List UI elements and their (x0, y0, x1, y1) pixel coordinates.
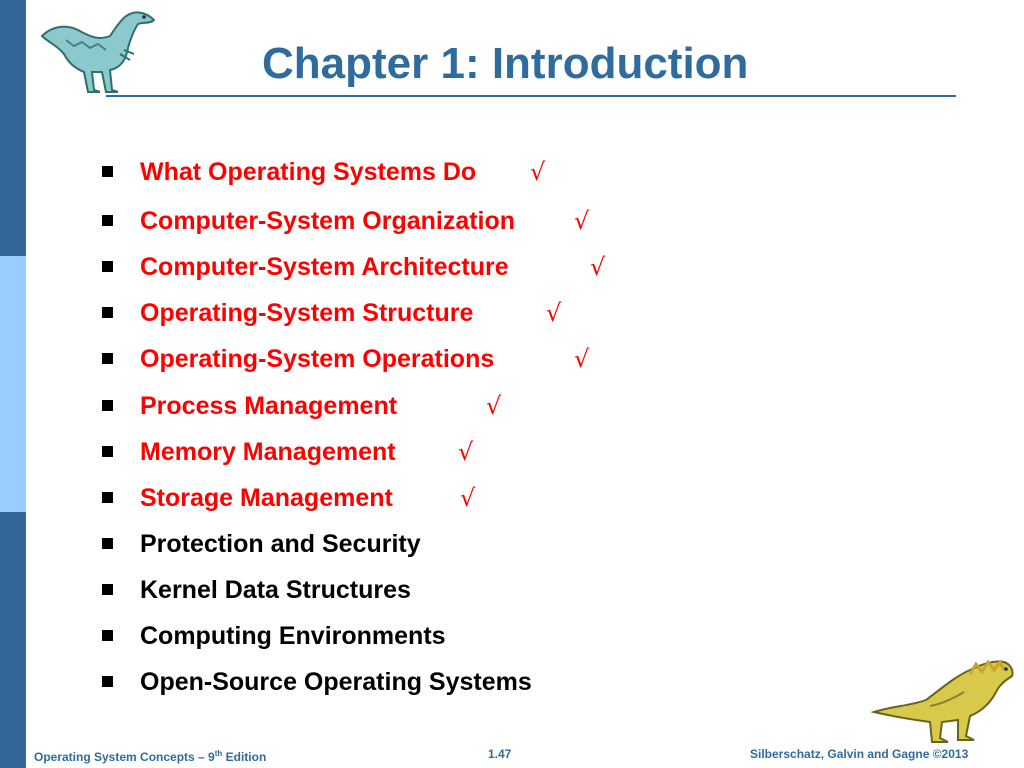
bullet-square-icon (102, 676, 113, 687)
checkmark-icon: √ (546, 299, 562, 327)
checkmark-icon: √ (590, 253, 606, 281)
sidebar-stripe-bottom (0, 512, 26, 768)
slide-title: Chapter 1: Introduction (262, 39, 749, 88)
footer-book-title (34, 746, 266, 765)
bullet-square-icon (102, 446, 113, 457)
bullet-square-icon (102, 400, 113, 411)
topic-label: Computer-System Architecture (140, 253, 509, 281)
bullet-square-icon (102, 630, 113, 641)
dinosaur-icon (36, 6, 160, 96)
topic-label: Open-Source Operating Systems (140, 668, 532, 696)
sidebar-stripe-middle (0, 256, 26, 512)
sidebar-stripe-top (0, 0, 26, 256)
topic-label: Process Management (140, 392, 398, 420)
bullet-square-icon (102, 261, 113, 272)
footer-edition-sup: th (214, 749, 223, 758)
topic-label: Kernel Data Structures (140, 576, 411, 604)
topic-label: Operating-System Operations (140, 345, 495, 373)
checkmark-icon: √ (574, 207, 590, 235)
topic-label: Operating-System Structure (140, 299, 474, 327)
topic-label: Computing Environments (140, 622, 446, 650)
page-number: 1.47 (488, 747, 512, 761)
bullet-square-icon (102, 215, 113, 226)
topic-label: Storage Management (140, 484, 393, 512)
bullet-square-icon (102, 307, 113, 318)
bullet-square-icon (102, 584, 113, 595)
topic-label: Memory Management (140, 438, 396, 466)
checkmark-icon: √ (486, 392, 502, 420)
footer-book-title-suffix: Edition (222, 750, 267, 764)
bullet-square-icon (102, 492, 113, 503)
checkmark-icon: √ (458, 438, 474, 466)
bullet-square-icon (102, 538, 113, 549)
dinosaur-icon (870, 648, 1020, 748)
footer-copyright: Silberschatz, Galvin and Gagne ©2013 (750, 747, 969, 761)
checkmark-icon: √ (530, 158, 546, 186)
bullet-square-icon (102, 353, 113, 364)
bullet-square-icon (102, 166, 113, 177)
footer-book-title-prefix: Operating System Concepts – 9 (34, 750, 215, 764)
topic-label: Computer-System Organization (140, 207, 516, 235)
topic-label: Protection and Security (140, 530, 421, 558)
topic-label: What Operating Systems Do (140, 158, 477, 186)
title-underline (106, 95, 956, 97)
checkmark-icon: √ (460, 484, 476, 512)
checkmark-icon: √ (574, 345, 590, 373)
